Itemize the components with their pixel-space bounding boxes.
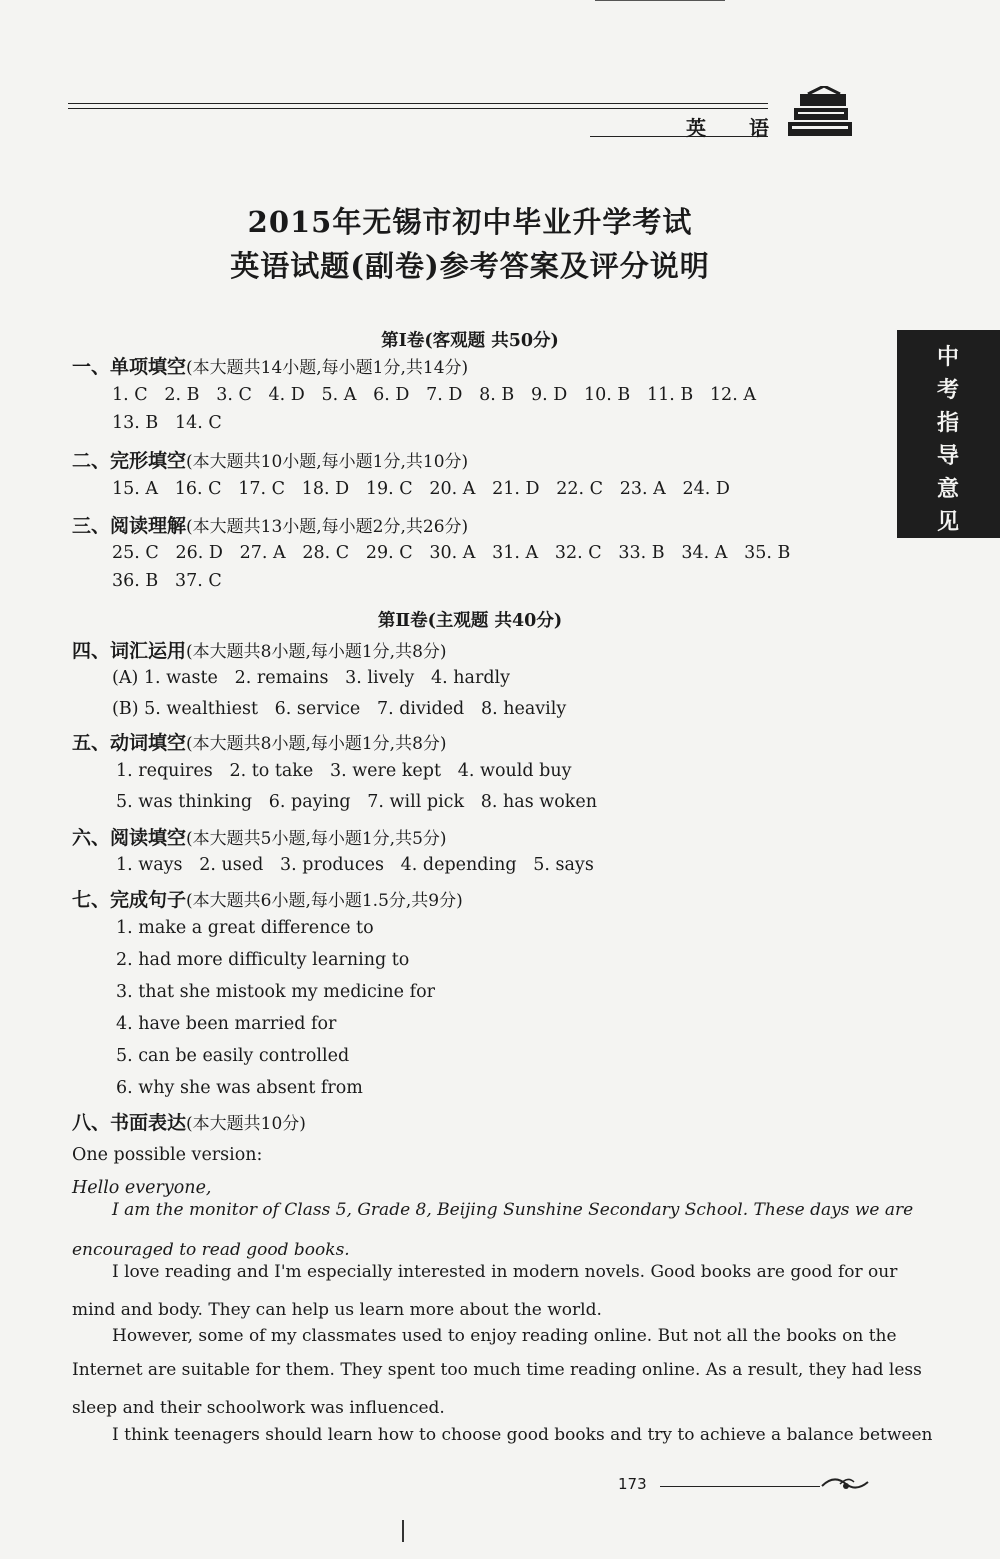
page-title: 2015年无锡市初中毕业升学考试 xyxy=(247,205,693,239)
side-tab-char: 见 xyxy=(936,509,959,535)
section-2-heading xyxy=(72,446,468,473)
section-note: (本大题共10分) xyxy=(186,1114,306,1134)
top-edge-rule xyxy=(595,0,725,1)
section-1-heading xyxy=(72,352,468,379)
side-tab-char: 导 xyxy=(936,443,959,469)
answer: 20. A xyxy=(429,479,476,499)
answer: 26. D xyxy=(175,543,223,563)
part-2-heading: 第Ⅱ卷(主观题 共40分) xyxy=(377,611,563,631)
essay-line: I think teenagers should learn how to choose good books and try to achieve a balance between xyxy=(112,1425,933,1445)
answer: 27. A xyxy=(239,543,286,563)
section-name: 四、词汇运用 xyxy=(72,640,187,662)
gutter-mark xyxy=(402,1520,404,1542)
section-7-heading xyxy=(72,885,463,912)
section-note: (本大题共8小题,每小题1分,共8分) xyxy=(186,642,447,662)
answer: 3. C xyxy=(216,385,252,405)
answer: 36. B xyxy=(112,571,159,591)
answer: 37. C xyxy=(174,571,222,591)
answer-row xyxy=(112,571,222,591)
side-tab xyxy=(897,330,1000,538)
answer: 24. D xyxy=(682,479,730,499)
section-6-heading xyxy=(72,823,447,850)
answer: 2. B xyxy=(164,385,200,405)
answer: 22. C xyxy=(556,479,604,499)
answer-row xyxy=(112,413,222,433)
answer: 19. C xyxy=(365,479,413,499)
section-note: (本大题共6小题,每小题1.5分,共9分) xyxy=(186,891,463,911)
answer: 6. D xyxy=(373,385,410,405)
answer: 31. A xyxy=(492,543,539,563)
section-8-heading xyxy=(72,1108,306,1135)
subject-label: 英 语 xyxy=(686,116,787,140)
essay-line: encouraged to read good books. xyxy=(72,1240,350,1260)
answer: 28. C xyxy=(302,543,350,563)
sentence-answer: 3. that she mistook my medicine for xyxy=(116,982,435,1002)
sentence-answer: 6. why she was absent from xyxy=(116,1078,363,1098)
essay-intro: One possible version: xyxy=(72,1145,263,1165)
answer: 21. D xyxy=(492,479,540,499)
answer: 25. C xyxy=(112,543,159,563)
answer: 1. C xyxy=(112,385,148,405)
page-number: 173 xyxy=(618,1475,647,1493)
header-rule-second xyxy=(68,108,768,109)
answer: 7. D xyxy=(426,385,463,405)
page-subtitle: 英语试题(副卷)参考答案及评分说明 xyxy=(230,249,710,283)
answer: 32. C xyxy=(554,543,602,563)
section-name: 五、动词填空 xyxy=(72,732,187,754)
answer-row: 5. was thinking 6. paying 7. will pick 8. has woken xyxy=(116,792,598,812)
essay-line: I am the monitor of Class 5, Grade 8, Beijing Sunshine Secondary School. These days we are xyxy=(112,1200,914,1220)
section-note: (本大题共5小题,每小题1分,共5分) xyxy=(186,829,447,849)
sentence-answer: 1. make a great difference to xyxy=(116,918,374,938)
answer: 23. A xyxy=(619,479,666,499)
answer-row xyxy=(112,543,790,563)
answer-row xyxy=(112,385,756,405)
section-name: 一、单项填空 xyxy=(72,356,187,378)
answer: 5. A xyxy=(321,385,357,405)
section-3-heading xyxy=(72,511,468,538)
answer-row: 1. requires 2. to take 3. were kept 4. would buy xyxy=(116,761,572,781)
sentence-answer: 4. have been married for xyxy=(116,1014,337,1034)
answer: 16. C xyxy=(174,479,222,499)
section-5-heading xyxy=(72,728,447,755)
section-name: 七、完成句子 xyxy=(72,889,187,911)
books-icon xyxy=(784,86,856,144)
section-4-heading xyxy=(72,636,447,663)
answer: 13. B xyxy=(112,413,159,433)
answer-row xyxy=(112,479,730,499)
answer-row: (A) 1. waste 2. remains 3. lively 4. hardly xyxy=(112,668,511,688)
essay-line: However, some of my classmates used to enjoy reading online. But not all the books on the xyxy=(112,1326,897,1346)
answer: 18. D xyxy=(301,479,350,499)
section-name: 六、阅读填空 xyxy=(72,827,187,849)
answer: 8. B xyxy=(479,385,515,405)
side-tab-char: 指 xyxy=(936,410,959,436)
answer-row: 1. ways 2. used 3. produces 4. depending 5. says xyxy=(116,855,594,875)
essay-line: I love reading and I'm especially interested in modern novels. Good books are good for our xyxy=(112,1262,898,1282)
answer-row: (B) 5. wealthiest 6. service 7. divided 8. heavily xyxy=(112,699,567,719)
side-tab-char: 考 xyxy=(936,377,959,403)
answer: 10. B xyxy=(583,385,631,405)
answer: 33. B xyxy=(618,543,665,563)
answer: 34. A xyxy=(681,543,728,563)
side-tab-char: 中 xyxy=(936,344,959,370)
section-note: (本大题共8小题,每小题1分,共8分) xyxy=(186,734,447,754)
answer: 11. B xyxy=(646,385,694,405)
answer: 15. A xyxy=(112,479,159,499)
answer: 12. A xyxy=(709,385,756,405)
section-note: (本大题共14小题,每小题1分,共14分) xyxy=(186,358,469,378)
section-name: 八、书面表达 xyxy=(72,1112,187,1134)
section-note: (本大题共10小题,每小题1分,共10分) xyxy=(186,452,469,472)
section-note: (本大题共13小题,每小题2分,共26分) xyxy=(186,517,469,537)
answer: 14. C xyxy=(174,413,222,433)
essay-line: sleep and their schoolwork was influenced. xyxy=(72,1398,445,1418)
sentence-answer: 2. had more difficulty learning to xyxy=(116,950,410,970)
section-name: 二、完形填空 xyxy=(72,450,187,472)
answer: 30. A xyxy=(429,543,476,563)
part-1-heading: 第Ⅰ卷(客观题 共50分) xyxy=(381,331,559,351)
answer: 29. C xyxy=(365,543,413,563)
answer: 17. C xyxy=(238,479,286,499)
header-rule-top xyxy=(68,103,768,104)
section-name: 三、阅读理解 xyxy=(72,515,187,537)
side-tab-char: 意 xyxy=(936,476,959,502)
answer: 4. D xyxy=(268,385,305,405)
footer-ornament-icon xyxy=(820,1470,870,1500)
essay-line: mind and body. They can help us learn more about the world. xyxy=(72,1300,602,1320)
essay-line: Internet are suitable for them. They spent too much time reading online. As a result, they had less xyxy=(72,1360,922,1380)
answer: 9. D xyxy=(530,385,568,405)
answer: 35. B xyxy=(744,543,791,563)
footer-rule xyxy=(660,1486,820,1487)
essay-greeting: Hello everyone, xyxy=(72,1178,212,1198)
sentence-answer: 5. can be easily controlled xyxy=(116,1046,350,1066)
